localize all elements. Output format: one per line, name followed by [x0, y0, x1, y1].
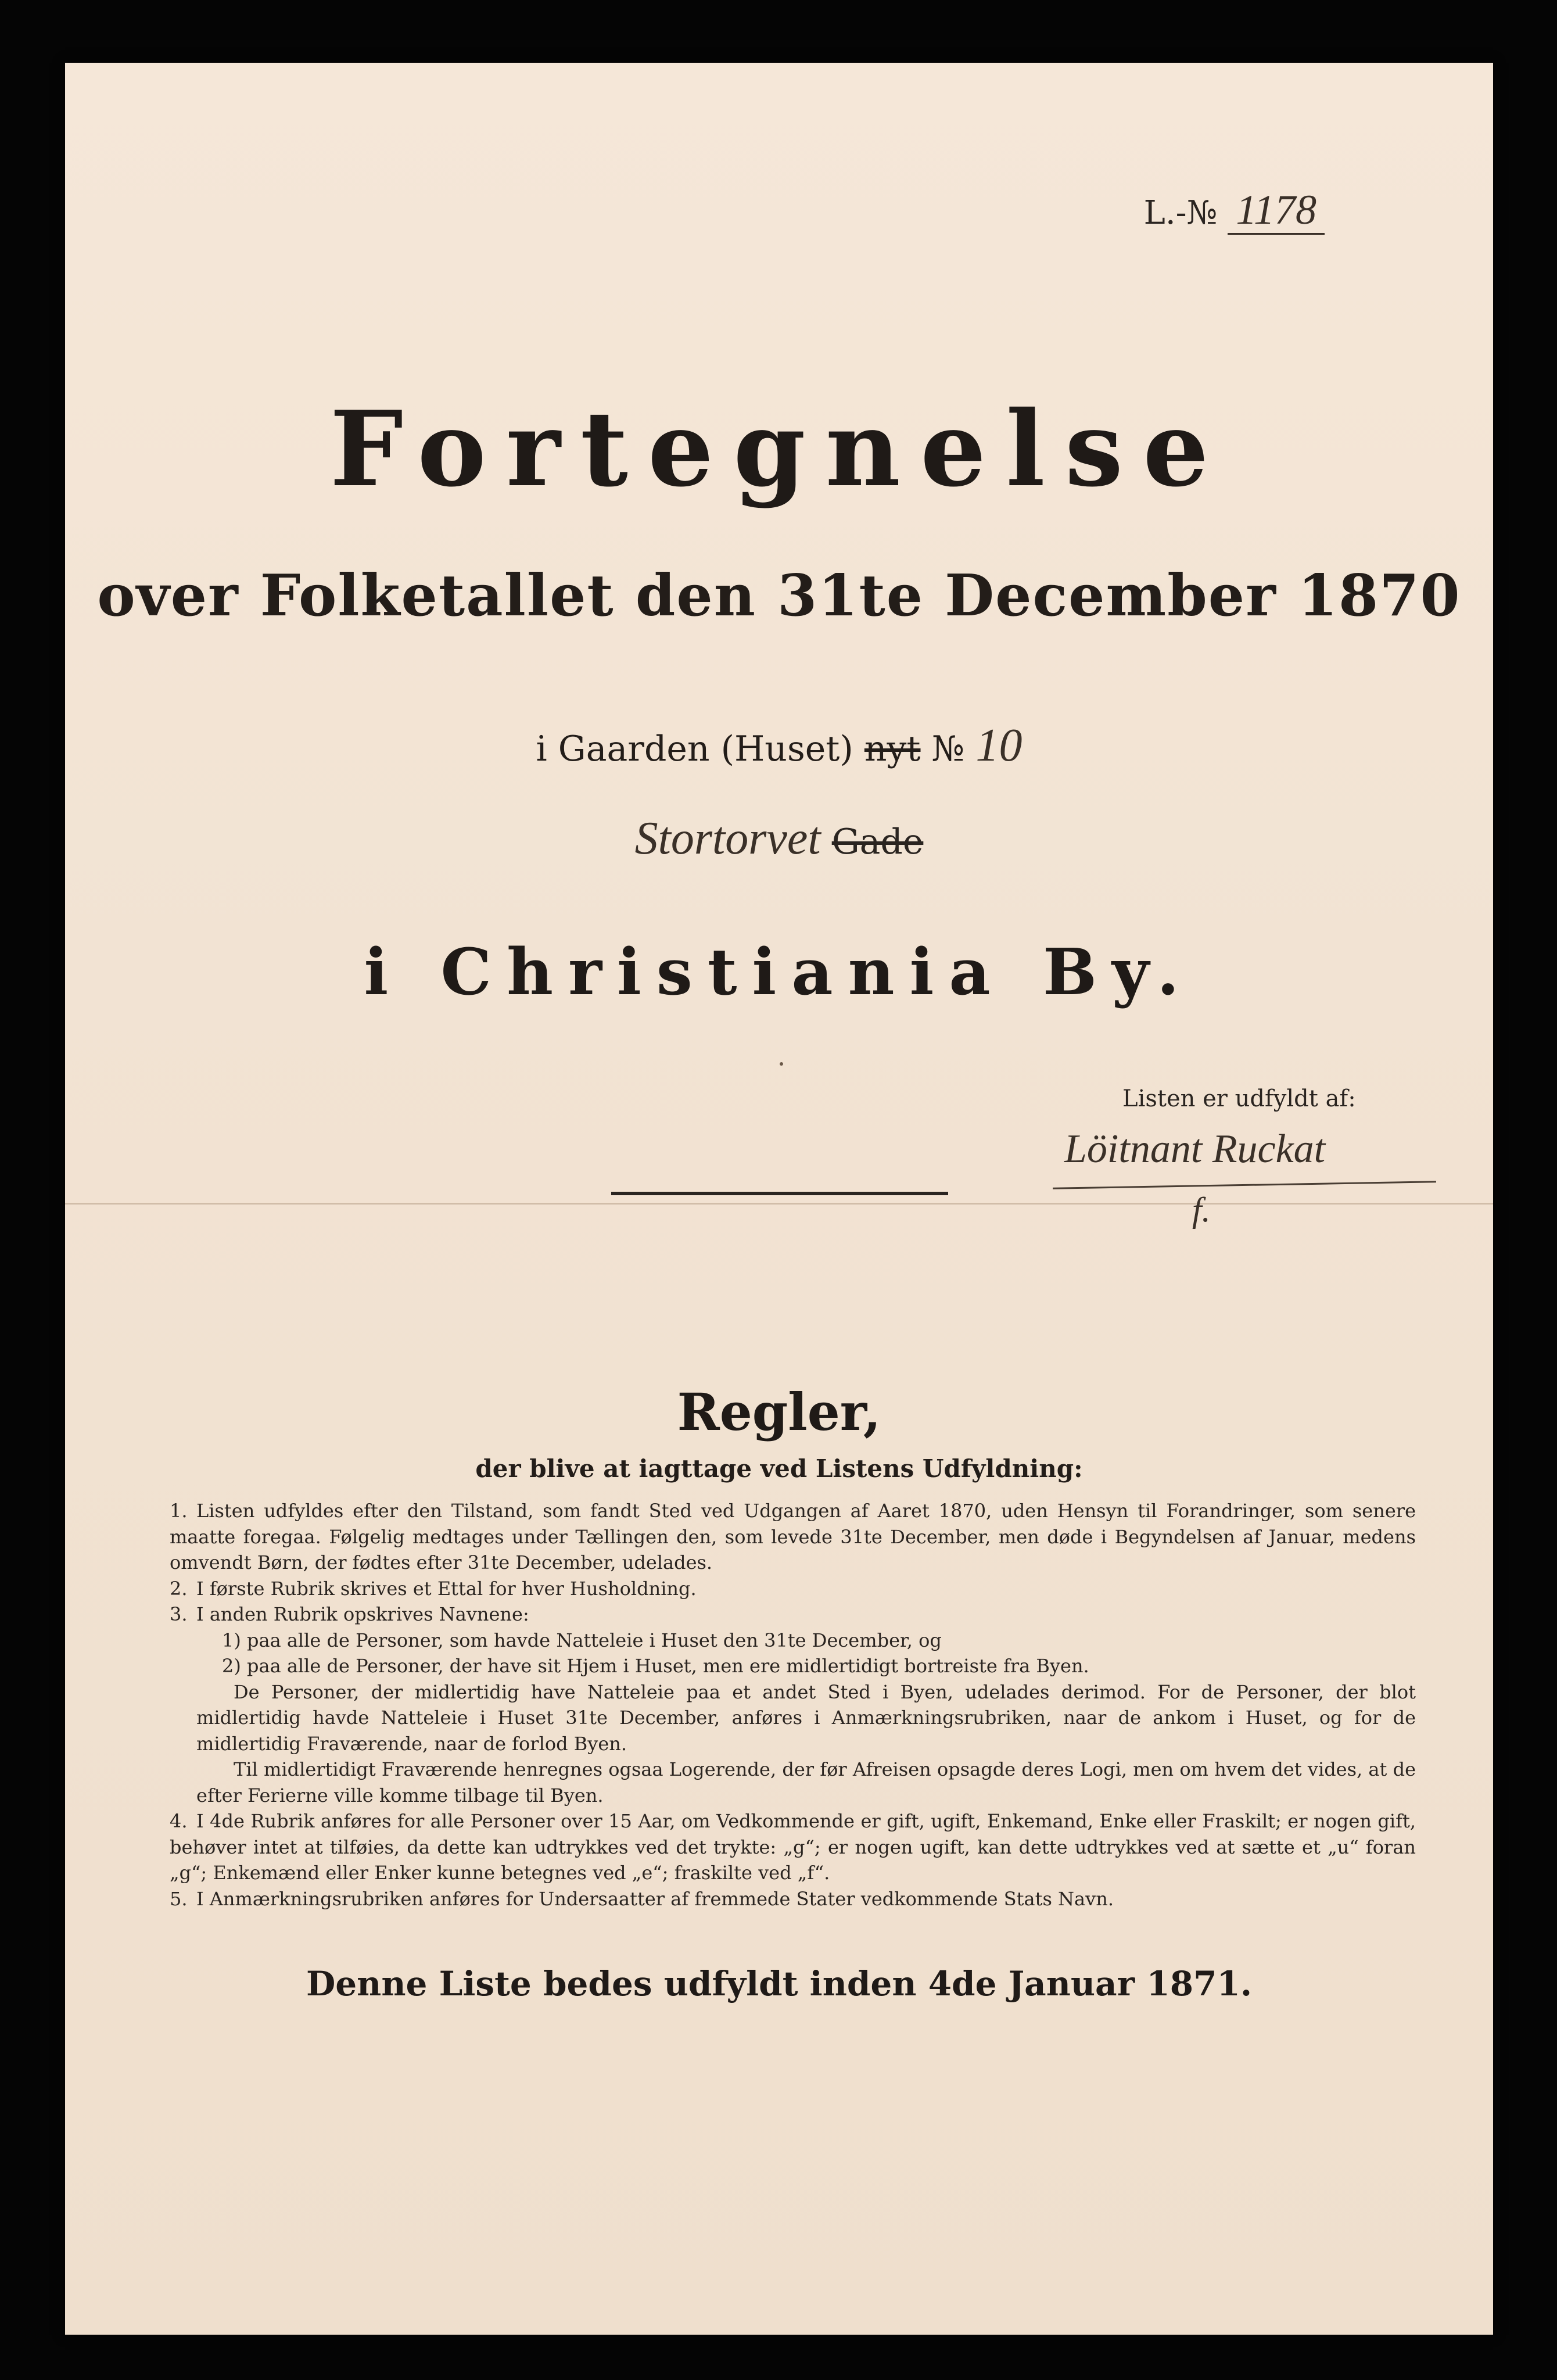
section-divider: [611, 1192, 948, 1195]
city-line: i Christiania By.: [364, 934, 1194, 1009]
document-number: [1144, 186, 1325, 234]
house-label: i Gaarden (Huset): [536, 729, 853, 769]
page-subtitle: over Folketallet den 31te December 1870: [97, 562, 1461, 629]
document-number-prefix: L.-№: [1143, 194, 1218, 232]
rule-item: 3. I anden Rubrik opskrives Navnene:: [170, 1603, 529, 1625]
street-line: [65, 812, 1493, 865]
filled-by-label: Listen er udfyldt af:: [1122, 1085, 1356, 1112]
signature-underline: [1053, 1181, 1436, 1189]
rule-item: 1. Listen udfyldes efter den Tilstand, som fandt Sted ved Udgangen af Aaret 1870, uden Hensyn til Forandringer, som senere maatte foregaa. Følgelig medtages under Tællingen den, som levede 31te December, men døde i Begyndelsen af Januar, medens omvendt Børn, der fødtes efter 31te December, udelades.: [170, 1500, 1416, 1573]
rules-subtitle: der blive at iagttage ved Listens Udfyldning:: [475, 1454, 1083, 1483]
page-title: Fortegnelse: [329, 388, 1229, 510]
ink-dot: [780, 1062, 783, 1066]
rule-item: 2. I første Rubrik skrives et Ettal for hver Husholdning.: [170, 1577, 697, 1600]
street-struck-word: Gade: [831, 822, 924, 862]
filled-by-signature: Löitnant Ruckat: [1064, 1127, 1326, 1171]
house-struck-word: nyt: [864, 729, 921, 769]
signature-mark: f.: [1192, 1191, 1211, 1229]
rule-paragraph: Til midlertidigt Fraværende henregnes ogsaa Logerende, der før Afreisen opsagde deres Logi, men om hvem det vides, at de efter Ferierne ville komme tilbage til Byen.: [196, 1758, 1416, 1806]
rule-sub-item: 1) paa alle de Personer, som havde Natteleie i Huset den 31te December, og: [222, 1629, 942, 1651]
house-number-prefix: №: [931, 729, 965, 769]
rules-list: [170, 1498, 1416, 1912]
rule-item: 4. I 4de Rubrik anføres for alle Personer over 15 Aar, om Vedkommende er gift, ugift, Enkemand, Enke eller Fraskilt; er nogen gift, behøver intet at tilføies, da dette kan udtrykkes ved det trykte: „g“; er nogen ugift, kan dette udtrykkes ved at sætte et „u“ foran „g“; Enkemænd eller Enker kunne betegnes ved „e“; fraskilte ved „f“.: [170, 1810, 1416, 1884]
rules-title: Regler,: [677, 1382, 881, 1442]
rule-paragraph: De Personer, der midlertidig have Natteleie paa et andet Sted i Byen, udelades derimod. For de Personer, der blot midlertidig havde Natteleie i Huset 31te December, anføres i Anmærkningsrubriken, naar de ankom i Huset, og for de midlertidig Fraværende, naar de forlod Byen.: [196, 1680, 1416, 1755]
deadline-note: Denne Liste bedes udfyldt inden 4de Januar 1871.: [306, 1964, 1253, 2003]
rule-item: 5. I Anmærkningsrubriken anføres for Undersaatter af fremmede Stater vedkommende Stats Navn.: [170, 1887, 1114, 1910]
document-number-value: 1178: [1228, 187, 1325, 235]
house-number: 10: [975, 720, 1023, 771]
rule-sub-item: 2) paa alle de Personer, der have sit Hjem i Huset, men ere midlertidigt bortreiste fra Byen.: [222, 1655, 1089, 1677]
street-name: Stortorvet: [634, 813, 821, 864]
census-form-page: [65, 63, 1493, 2335]
house-line: [65, 719, 1493, 772]
paper-fold-line: [65, 1203, 1493, 1205]
